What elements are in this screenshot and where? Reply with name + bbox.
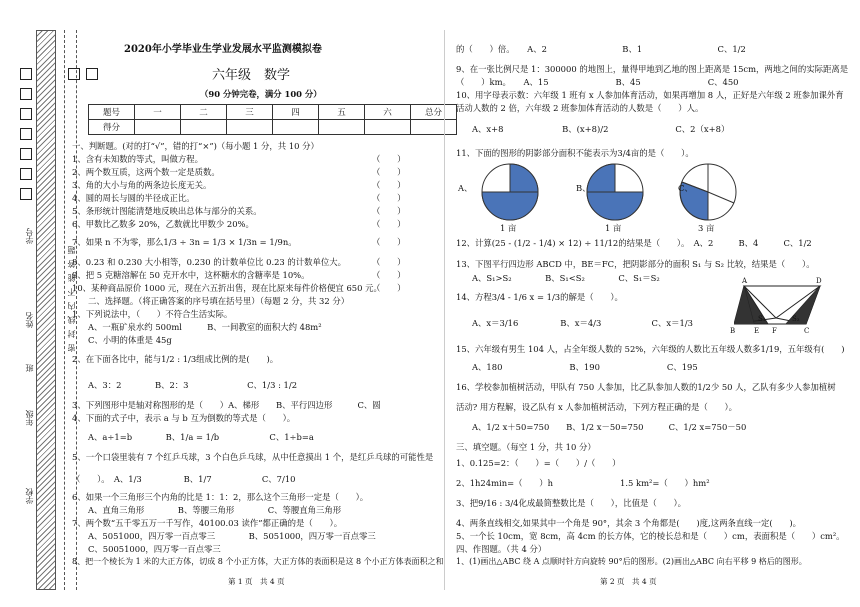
figure-caption: A、 <box>458 183 473 193</box>
answer-paren[interactable]: （ ） <box>372 180 406 190</box>
binding-box <box>20 68 32 80</box>
score-cell[interactable] <box>273 120 319 135</box>
option-line: A、x+8 B、(x+8)/2 C、2（x+8） <box>472 124 730 134</box>
page-footer-right: 第 2 页 共 4 页 <box>600 577 657 586</box>
point-label-f: F <box>772 327 777 335</box>
answer-paren[interactable]: （ ） <box>372 154 406 164</box>
question-line: 5、一个口袋里装有 7 个红乒乓球，3 个白色乒乓球，从中任意摸出 1 个，是红乒乓球的可能性是 <box>72 452 434 462</box>
binding-box <box>20 148 32 160</box>
option-line: A、180 B、190 C、195 <box>472 362 698 372</box>
score-head: 一 <box>135 105 181 120</box>
question-line: 3、角的大小与角的两条边长度无关。 <box>72 180 212 190</box>
answer-paren[interactable]: （ ） <box>372 257 406 267</box>
option-line: A、a÷1=b B、1/a = 1/b C、1÷b=a <box>88 432 314 442</box>
question-line: 15、六年级有男生 104 人，占全年级人数的 52%，六年级的人数比五年级人数多1/19，五年级有( ) <box>456 344 845 354</box>
label-class: 班 <box>25 364 34 372</box>
corner-box <box>68 68 80 80</box>
option-line: C、小明的体重是 45g <box>88 335 172 345</box>
score-head: 总分 <box>411 105 457 120</box>
time-note: （90 分钟完卷，满分 100 分） <box>200 89 322 99</box>
point-label-e: E <box>754 327 760 335</box>
question-line: 11、下面的图形的阴影部分面积不能表示为3/4亩的是（ ）。 <box>456 148 694 158</box>
fold-line <box>64 30 65 590</box>
corner-box <box>86 68 98 80</box>
area-label-s1: S₁ <box>758 315 766 323</box>
question-line: 1、0.125=2：（ ）=（ ）/（ ） <box>456 458 621 468</box>
question-line: 9、把 5 克糖溶解在 50 克开水中，这杯糖水的含糖率是 10%。 <box>72 270 310 280</box>
figure-unit: 3 亩 <box>698 223 715 233</box>
option-line: （ ）km。 A、15 B、45 C、450 <box>456 77 739 87</box>
figure-a <box>482 164 538 220</box>
score-head: 二 <box>181 105 227 120</box>
score-head: 四 <box>273 105 319 120</box>
page-footer-left: 第 1 页 共 4 页 <box>228 577 285 586</box>
answer-paren[interactable]: （ ） <box>372 193 406 203</box>
answer-paren[interactable]: （ ） <box>372 167 406 177</box>
figure-unit: 1 亩 <box>500 223 517 233</box>
score-head: 五 <box>319 105 365 120</box>
binding-box <box>20 108 32 120</box>
question-line: 1、含有未知数的等式，叫做方程。 <box>72 154 203 164</box>
exam-title: 2020年小学毕业生学业发展水平监测模拟卷 <box>124 44 322 55</box>
score-head: 题号 <box>89 105 135 120</box>
point-label-c: C <box>804 327 810 335</box>
question-line: 4、圆的周长与圆的半径成正比。 <box>72 193 195 203</box>
score-label: 得分 <box>89 120 135 135</box>
question-line: 16、学校参加植树活动，甲队有 750 人参加，比乙队参加人数的1/2少 50 人，乙队有多少人参加植树 <box>456 382 836 392</box>
option-line: A、5051000，四万零一百点零三 B、5051000，四万零一百点零三 <box>88 531 376 541</box>
score-cell[interactable] <box>365 120 411 135</box>
question-line: 的（ ）倍。 A、2 B、1 C、1/2 <box>456 44 746 54</box>
label-school: 学校 <box>25 488 34 504</box>
section-heading: 一、判断题。(对的打“√”，错的打“×”)（每小题 1 分，共 10 分） <box>72 141 319 151</box>
figure-unit: 1 亩 <box>605 223 622 233</box>
question-line: 1、(1)画出△ABC 绕 A 点顺时针方向旋转 90°后的图形。(2)画出△ABC 向右平移 9 格后的图形。 <box>456 557 807 566</box>
answer-paren[interactable]: （ ） <box>372 270 406 280</box>
label-name: 姓名 <box>25 312 34 328</box>
score-cell[interactable] <box>319 120 365 135</box>
score-head: 六 <box>365 105 411 120</box>
score-cell[interactable] <box>135 120 181 135</box>
question-line: 4、两条直线相交,如果其中一个角是 90°，其余 3 个角都是( )度,这两条直线一定( )。 <box>456 518 802 528</box>
point-label-a: A <box>742 277 748 285</box>
section-heading: 四、作图题。（共 4 分） <box>456 544 547 554</box>
option-line: A、直角三角形 B、等腰三角形 C、等腰直角三角形 <box>88 505 342 515</box>
question-line: 3、下列图形中是轴对称图形的是（ ）A、梯形 B、平行四边形 C、圆 <box>72 400 381 410</box>
label-grade: 年级 <box>25 410 34 426</box>
binding-box <box>20 88 32 100</box>
question-line: 3、把9/16 : 3/4化成最简整数比是（ ），比值是（ ）。 <box>456 498 686 508</box>
option-line: A、3：2 B、2：3 C、1/3 : 1/2 <box>88 380 298 390</box>
score-table <box>88 104 457 135</box>
question-line: 2、两个数互质，这两个数一定是质数。 <box>72 167 220 177</box>
question-line: 2、在下面各比中，能与1/2 : 1/3组成比例的是( )。 <box>72 354 279 364</box>
question-line: 10、某种商品原价 1000 元，现在六五折出售，现在比原来每件价格便宜 650 元。 <box>72 283 382 293</box>
answer-paren[interactable]: （ ） <box>372 237 406 247</box>
question-line: 8、0.23 和 0.230 大小相等，0.230 的计数单位比 0.23 的计数单位大。 <box>72 257 347 267</box>
question-line: 10、用字母表示数：六年级 1 班有 x 人参加体育活动，如果再增加 8 人，正好是六年级 2 班参加课外育 <box>456 90 844 100</box>
area-label-s2: S₂ <box>792 315 800 323</box>
option-line: A、1/2 x＋50=750 B、1/2 x－50=750 C、1/2 x=750－50 <box>472 422 747 432</box>
section-heading: 三、填空题。（每空 1 分，共 10 分） <box>456 442 596 452</box>
question-line: 2、1h24min=（ ）h 1.5 km²=（ ）hm² <box>456 478 710 488</box>
point-label-b: B <box>730 327 736 335</box>
question-line: 7、两个数“五千零五万一千写作，40100.03 读作”都正确的是（ ）。 <box>72 518 343 528</box>
question-line: 4、下面的式子中，表示 a 与 b 互为倒数的等式是（ ）。 <box>72 413 296 423</box>
question-line: 8、把一个棱长为 1 米的大正方体，切成 8 个小正方体，大正方体的表面积是这 8 个小正方体表面积之和 <box>72 557 444 566</box>
score-head: 三 <box>227 105 273 120</box>
question-line: 6、如果一个三角形三个内角的比是 1：1：2，那么这个三角形一定是（ ）。 <box>72 492 369 502</box>
question-line: 12、计算(25 - (1/2 - 1/4) × 12) ÷ 11/12的结果是（ ）。 A、2 B、4 C、1/2 <box>456 238 812 248</box>
point-label-d: D <box>816 277 822 285</box>
figure-caption: B、 <box>576 183 591 193</box>
question-line: 活动? 用方程解，设乙队有 x 人参加植树活动，下列方程正确的是（ ）。 <box>456 402 738 412</box>
q13-parallelogram <box>734 278 850 338</box>
option-line: C、50051000，四万零一百点零三 <box>88 544 221 554</box>
question-line: 6、甲数比乙数多 20%，乙数就比甲数少 20%。 <box>72 219 254 229</box>
binding-box <box>20 128 32 140</box>
question-line: 1、下列说法中，（ ）不符合生活实际。 <box>72 309 233 319</box>
column-divider <box>444 30 445 590</box>
question-line: 14、方程3/4 - 1/6 x = 1/3的解是（ ）。 <box>456 292 623 302</box>
question-line: 13、下图平行四边形 ABCD 中，BE＝FC，把阴影部分的面积 S₁ 与 S₂ 比较，结果是（ ）。 <box>456 259 815 269</box>
question-line: 5、条形统计图能清楚地反映出总体与部分的关系。 <box>72 206 262 216</box>
seal-text: 密封线内不能答题 <box>67 240 76 352</box>
option-line: A、S₁>S₂ B、S₁<S₂ C、S₁＝S₂ <box>472 273 660 283</box>
score-cell[interactable] <box>227 120 273 135</box>
binding-box <box>20 188 32 200</box>
question-line: 活动人数的 2 倍，六年级 2 班参加体育活动的人数是（ ）人。 <box>456 103 704 113</box>
answer-paren[interactable]: （ ） <box>372 219 406 229</box>
figure-b <box>587 164 643 220</box>
question-line: 5、一个长 10cm，宽 8cm，高 4cm 的长方体，它的棱长总和是（ ）cm，表面积是（ ）cm²。 <box>456 531 845 541</box>
answer-paren[interactable]: （ ） <box>372 283 406 293</box>
grade-subject: 六年级 数学 <box>212 68 291 83</box>
q11-figures <box>470 160 850 232</box>
answer-paren[interactable]: （ ） <box>372 206 406 216</box>
option-line: A、一瓶矿泉水约 500ml B、一间教室的面积大约 48m² <box>88 322 322 332</box>
figure-caption: C、 <box>678 183 693 193</box>
question-line: 9、在一张比例尺是 1：300000 的地图上，量得甲地到乙地的图上距离是 15cm，两地之间的实际距离是 <box>456 64 849 74</box>
section-heading: 二、选择题。（将正确答案的序号填在括号里）（每题 2 分，共 32 分） <box>88 296 350 306</box>
binding-box <box>20 168 32 180</box>
option-line: A、x＝3/16 B、x＝4/3 C、x＝1/3 <box>472 318 693 328</box>
score-cell[interactable] <box>181 120 227 135</box>
question-line: 7、如果 n 不为零，那么1/3 ÷ 3n = 1/3 × 1/3n = 1/9n。 <box>72 237 297 247</box>
label-student-id: 学号 <box>25 228 34 244</box>
score-cell[interactable] <box>411 120 457 135</box>
option-line: （ ）。 A、1/3 B、1/7 C、7/10 <box>72 474 296 484</box>
binding-strip <box>36 30 56 590</box>
